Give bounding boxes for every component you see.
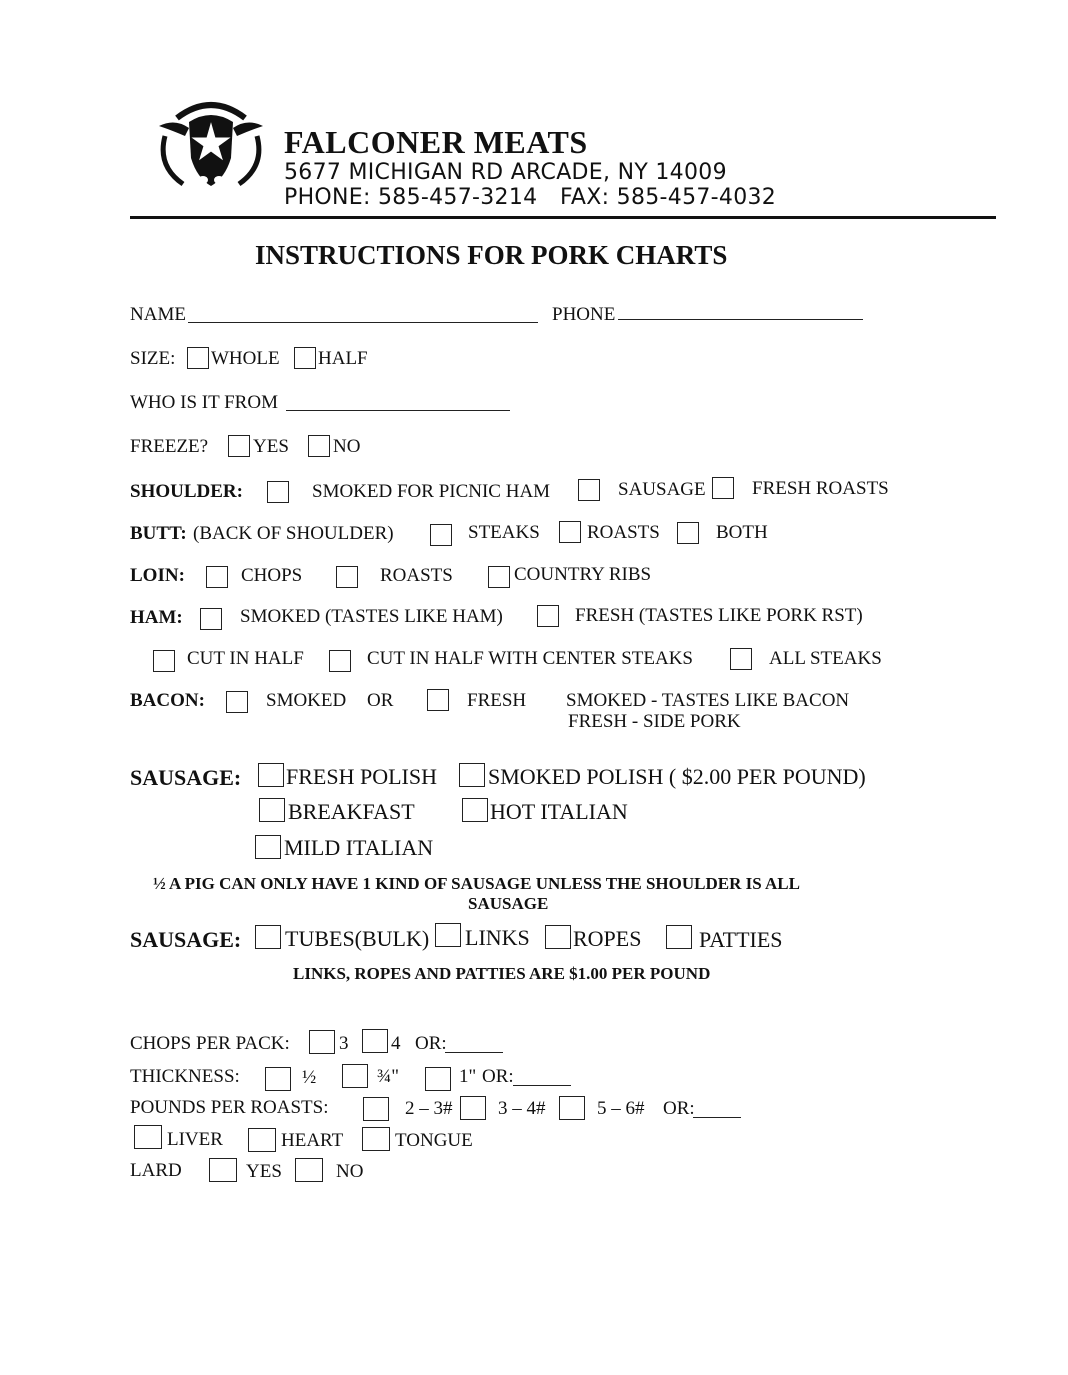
sausage-links-label: LINKS <box>465 925 530 950</box>
shoulder-sausage-checkbox[interactable] <box>578 479 600 501</box>
bacon-smoked-checkbox[interactable] <box>226 691 248 713</box>
name-field[interactable] <box>188 322 538 323</box>
chops-other-field[interactable] <box>445 1052 503 1053</box>
shoulder-picnic-ham-checkbox[interactable] <box>267 481 289 503</box>
thickness-one-inch-label: 1" <box>459 1066 477 1087</box>
sausage-smoked-polish-label: SMOKED POLISH ( $2.00 PER POUND) <box>488 764 866 789</box>
shoulder-picnic-ham-label: SMOKED FOR PICNIC HAM <box>312 481 551 502</box>
chops-4-label: 4 <box>391 1033 401 1054</box>
bacon-label: BACON: <box>130 690 205 711</box>
phone-label: PHONE <box>552 304 616 325</box>
thickness-half-checkbox[interactable] <box>265 1067 291 1091</box>
sausage-patties-label: PATTIES <box>699 927 783 952</box>
sausage-form-note: LINKS, ROPES AND PATTIES ARE $1.00 PER POUND <box>293 964 711 983</box>
who-from-field[interactable] <box>286 410 510 411</box>
company-fax: FAX: 585-457-4032 <box>560 185 777 210</box>
company-phone: PHONE: 585-457-3214 <box>284 185 538 210</box>
ham-all-steaks-label: ALL STEAKS <box>769 648 882 669</box>
ham-fresh-label: FRESH (TASTES LIKE PORK RST) <box>575 605 863 626</box>
shoulder-sausage-label: SAUSAGE <box>618 479 706 500</box>
company-logo <box>155 96 267 200</box>
liver-label: LIVER <box>167 1129 223 1150</box>
sausage-breakfast-label: BREAKFAST <box>288 799 415 824</box>
sausage-fresh-polish-label: FRESH POLISH <box>286 764 437 789</box>
butt-sublabel: (BACK OF SHOULDER) <box>193 523 394 544</box>
roasts-2-3-label: 2 – 3# <box>405 1098 453 1119</box>
ham-label: HAM: <box>130 607 183 628</box>
lard-no-label: NO <box>336 1161 364 1182</box>
page-title: INSTRUCTIONS FOR PORK CHARTS <box>255 240 728 270</box>
shoulder-fresh-roasts-checkbox[interactable] <box>712 477 734 499</box>
sausage-patties-checkbox[interactable] <box>666 925 692 949</box>
butt-steaks-checkbox[interactable] <box>430 524 452 546</box>
bacon-or-label: OR <box>367 690 394 711</box>
butt-both-checkbox[interactable] <box>677 522 699 544</box>
sausage-links-checkbox[interactable] <box>435 923 461 947</box>
chops-3-checkbox[interactable] <box>309 1030 335 1054</box>
sausage-note-line2: SAUSAGE <box>468 894 549 913</box>
bacon-note-smoked: SMOKED - TASTES LIKE BACON <box>566 690 850 711</box>
roasts-5-6-label: 5 – 6# <box>597 1098 645 1119</box>
roasts-3-4-checkbox[interactable] <box>460 1096 486 1120</box>
heart-label: HEART <box>281 1130 344 1151</box>
header-divider <box>130 216 996 219</box>
who-from-label: WHO IS IT FROM <box>130 392 278 413</box>
loin-country-ribs-checkbox[interactable] <box>488 566 510 588</box>
ham-cut-half-center-label: CUT IN HALF WITH CENTER STEAKS <box>367 648 693 669</box>
sausage-mild-italian-label: MILD ITALIAN <box>284 835 434 860</box>
loin-chops-checkbox[interactable] <box>206 566 228 588</box>
pounds-per-roasts-label: POUNDS PER ROASTS: <box>130 1097 329 1118</box>
chops-or-label: OR: <box>415 1033 447 1054</box>
chops-per-pack-label: CHOPS PER PACK: <box>130 1033 290 1054</box>
loin-label: LOIN: <box>130 565 185 586</box>
sausage-type-label: SAUSAGE: <box>130 765 242 790</box>
ham-smoked-checkbox[interactable] <box>200 608 222 630</box>
thickness-or-label: OR: <box>482 1066 514 1087</box>
bacon-smoked-label: SMOKED <box>266 690 347 711</box>
thickness-other-field[interactable] <box>513 1085 571 1086</box>
butt-steaks-label: STEAKS <box>468 522 540 543</box>
butt-roasts-checkbox[interactable] <box>559 521 581 543</box>
ham-fresh-checkbox[interactable] <box>537 605 559 627</box>
phone-field[interactable] <box>618 319 863 320</box>
thickness-one-inch-checkbox[interactable] <box>425 1067 451 1091</box>
roasts-3-4-label: 3 – 4# <box>498 1098 546 1119</box>
sausage-hot-italian-checkbox[interactable] <box>462 798 488 822</box>
sausage-ropes-label: ROPES <box>573 926 642 951</box>
heart-checkbox[interactable] <box>248 1128 276 1152</box>
bacon-note-fresh: FRESH - SIDE PORK <box>568 711 741 732</box>
freeze-yes-label: YES <box>253 436 289 457</box>
liver-checkbox[interactable] <box>134 1125 162 1149</box>
sausage-fresh-polish-checkbox[interactable] <box>258 763 284 787</box>
thickness-three-quarter-checkbox[interactable] <box>342 1064 368 1088</box>
roasts-5-6-checkbox[interactable] <box>559 1096 585 1120</box>
sausage-tubes-checkbox[interactable] <box>255 925 281 949</box>
name-label: NAME <box>130 304 186 325</box>
loin-chops-label: CHOPS <box>241 565 303 586</box>
company-address: 5677 MICHIGAN RD ARCADE, NY 14009 <box>284 160 727 185</box>
sausage-breakfast-checkbox[interactable] <box>259 798 285 822</box>
tongue-label: TONGUE <box>395 1130 473 1151</box>
sausage-tubes-label: TUBES(BULK) <box>285 926 430 951</box>
thickness-label: THICKNESS: <box>130 1066 240 1087</box>
lard-no-checkbox[interactable] <box>295 1158 323 1182</box>
company-name: FALCONER MEATS <box>284 124 588 160</box>
roasts-other-field[interactable] <box>693 1117 741 1118</box>
lard-yes-checkbox[interactable] <box>209 1158 237 1182</box>
butt-both-label: BOTH <box>716 522 768 543</box>
roasts-2-3-checkbox[interactable] <box>363 1097 389 1121</box>
shoulder-label: SHOULDER: <box>130 481 243 502</box>
freeze-label: FREEZE? <box>130 436 209 457</box>
chops-3-label: 3 <box>339 1033 349 1054</box>
bacon-fresh-label: FRESH <box>467 690 527 711</box>
sausage-ropes-checkbox[interactable] <box>545 925 571 949</box>
shoulder-fresh-roasts-label: FRESH ROASTS <box>752 478 889 499</box>
sausage-note-line1: ½ A PIG CAN ONLY HAVE 1 KIND OF SAUSAGE UNLESS THE SHOULDER IS ALL <box>153 874 800 893</box>
loin-roasts-checkbox[interactable] <box>336 566 358 588</box>
roasts-or-label: OR: <box>663 1098 695 1119</box>
sausage-smoked-polish-checkbox[interactable] <box>459 763 485 787</box>
sausage-form-label: SAUSAGE: <box>130 927 242 952</box>
ham-all-steaks-checkbox[interactable] <box>730 648 752 670</box>
lard-yes-label: YES <box>246 1161 282 1182</box>
size-label: SIZE: <box>130 348 176 369</box>
ham-smoked-label: SMOKED (TASTES LIKE HAM) <box>240 606 503 627</box>
size-whole-label: WHOLE <box>211 348 280 369</box>
chops-4-checkbox[interactable] <box>362 1029 388 1053</box>
sausage-mild-italian-checkbox[interactable] <box>255 835 281 859</box>
butt-label: BUTT: <box>130 523 187 544</box>
freeze-no-label: NO <box>333 436 361 457</box>
size-half-label: HALF <box>318 348 368 369</box>
size-half-checkbox[interactable] <box>294 347 316 369</box>
freeze-no-checkbox[interactable] <box>308 435 330 457</box>
thickness-three-quarter-label: ¾" <box>377 1066 400 1087</box>
ham-cut-half-center-checkbox[interactable] <box>329 650 351 672</box>
lard-label: LARD <box>130 1160 182 1181</box>
tongue-checkbox[interactable] <box>362 1127 390 1151</box>
bacon-fresh-checkbox[interactable] <box>427 689 449 711</box>
butt-roasts-label: ROASTS <box>587 522 660 543</box>
loin-country-ribs-label: COUNTRY RIBS <box>514 564 652 585</box>
ham-cut-half-checkbox[interactable] <box>153 650 175 672</box>
size-whole-checkbox[interactable] <box>187 347 209 369</box>
ham-cut-half-label: CUT IN HALF <box>187 648 304 669</box>
freeze-yes-checkbox[interactable] <box>228 435 250 457</box>
loin-roasts-label: ROASTS <box>380 565 453 586</box>
thickness-half-label: ½ <box>302 1067 317 1088</box>
sausage-hot-italian-label: HOT ITALIAN <box>490 799 628 824</box>
